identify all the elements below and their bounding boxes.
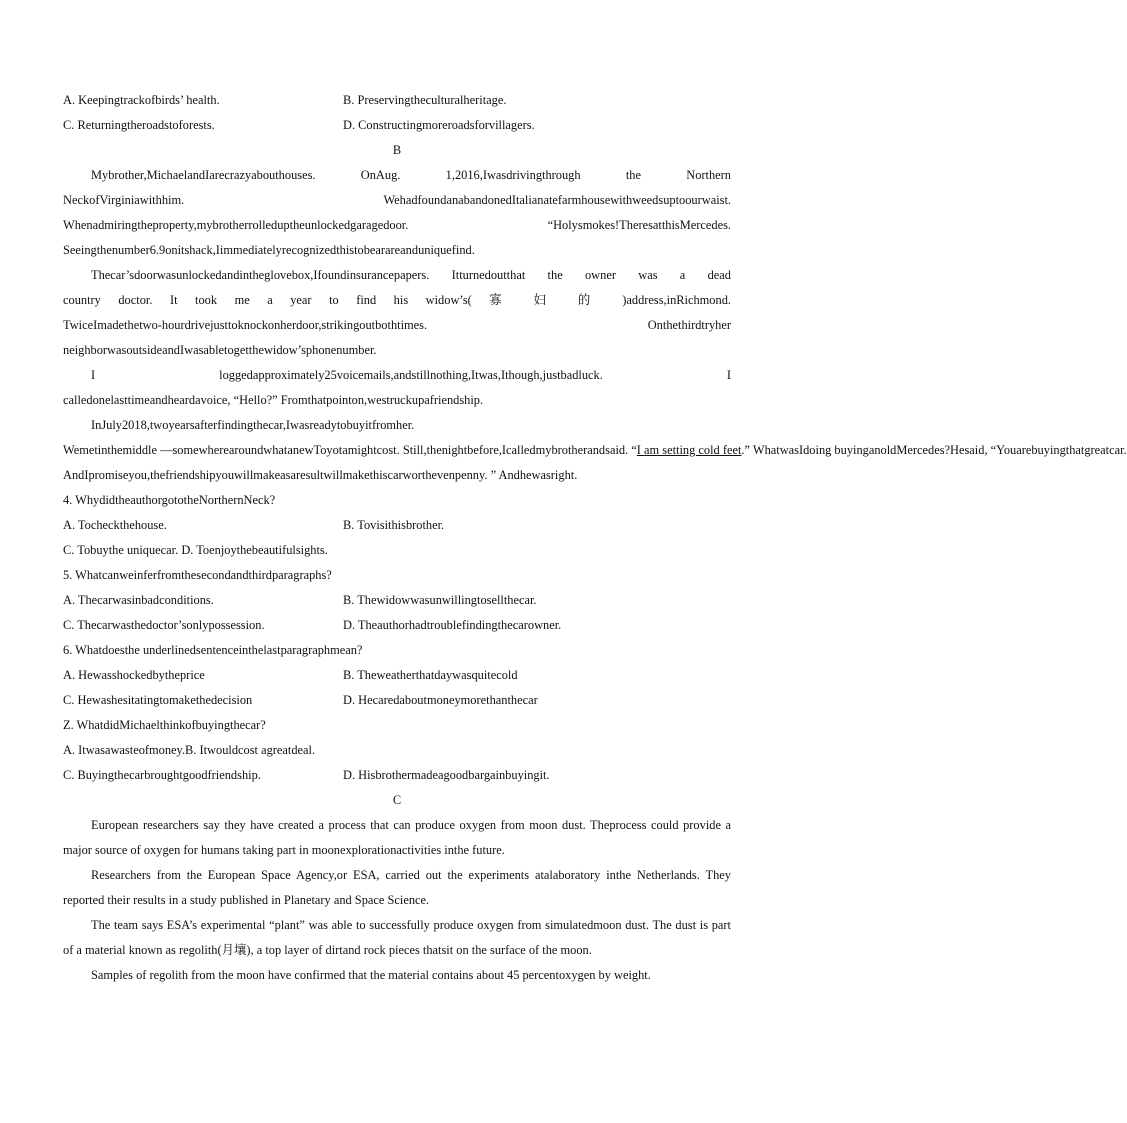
passage-b-text: Wemetinthemiddle —somewherearoundwhatanewToyotamightcost. Still,thenightbefore,Icalledmybrotherandsaid. “ [63,443,637,457]
passage-b-line: country doctor. It took me a year to find his widow’s( 寡 妇 的 )address,inRichmond. [63,293,731,307]
option-a: A. Tocheckthehouse. [63,518,167,532]
question-4-options: C. Tobuythe uniquecar. D. Toenjoythebeautifulsights. [63,543,328,557]
prev-options-row-1 [63,88,731,113]
option-c: C. Buyingthecarbroughtgoodfriendship. [63,768,261,782]
question-6: 6. Whatdoesthe underlinedsentenceinthelastparagraphmean? [63,643,363,657]
passage-b-line: NeckofVirginiawithhim. WehadfoundanabandonedItalianatefarmhousewithweedsuptoourwaist. [63,193,731,207]
passage-b-line: Seeingthenumber6.9onitshack,Iimmediatelyrecognizedthistobearareanduniquefind. [63,243,475,257]
option-a: A. Hewasshockedbytheprice [63,668,205,682]
question-6-options [63,663,731,688]
question-6-options [63,688,731,713]
question-7: Z. WhatdidMichaelthinkofbuyingthecar? [63,718,266,732]
passage-b-text: .” WhatwasIdoing buyinganoldMercedes?Hesaid, “Youarebuyingthatgreatcar. [741,443,1127,457]
option-a: A. Keepingtrackofbirds’ health. [63,93,220,107]
passage-c-paragraph: The team says ESA’s experimental “plant” was able to successfully produce oxygen from simulatedmoon dust. The dust is part of a material known as regolith(月壤), a top layer of dirtand rock pieces thatsit on the surface of the moon. [63,918,731,957]
option-c: C. Returningtheroadstoforests. [63,118,215,132]
passage-b-line: I loggedapproximately25voicemails,andstillnothing,Itwas,Ithough,justbadluck. I [91,368,731,382]
document-page [63,88,1127,988]
passage-c-paragraph: European researchers say they have created a process that can produce oxygen from moon dust. Theprocess could provide a major source of oxygen for humans taking part in moonexplorationactivities inthe future. [63,818,731,857]
option-c: C. Hewashesitatingtomakethedecision [63,693,253,707]
option-c: C. Thecarwasthedoctor’sonlypossession. [63,618,265,632]
question-7-options [63,763,731,788]
question-7-options: A. Itwasawasteofmoney.B. Itwouldcost agreatdeal. [63,743,316,757]
passage-b-line: AndIpromiseyou,thefriendshipyouwillmakeasaresultwillmakethiscarworthevenpenny. ” Andhewasright. [63,468,578,482]
option-d: D. Hecaredaboutmoneymorethanthecar [343,693,538,707]
passage-b-line: InJuly2018,twoyearsafterfindingthecar,Iwasreadytobuyitfromher. [91,418,415,432]
passage-b-line [63,438,1127,463]
passage-b-line: calledonelasttimeandheardavoice, “Hello?” Fromthatpointon,westruckupafriendship. [63,393,484,407]
passage-b-line: Whenadmiringtheproperty,mybrotherrolleduptheunlockedgaragedoor. “Holysmokes!TheresatthisMercedes. [63,218,731,232]
section-c-heading: C [392,793,402,807]
option-d: D. Constructingmoreroadsforvillagers. [343,118,535,132]
option-a: A. Thecarwasinbadconditions. [63,593,214,607]
option-d: D. Theauthorhadtroublefindingthecarowner. [343,618,562,632]
option-b: B. Preservingtheculturalheritage. [343,93,507,107]
option-d: D. Hisbrothermadeagoodbargainbuyingit. [343,768,550,782]
passage-c-paragraph: Researchers from the European Space Agency,or ESA, carried out the experiments atalaboratory inthe Netherlands. They reported their results in a study published in Planetary and Space Science. [63,868,731,907]
option-b: B. Tovisithisbrother. [343,518,445,532]
question-5-options [63,588,731,613]
option-b: B. Theweatherthatdaywasquitecold [343,668,518,682]
option-b: B. Thewidowwasunwillingtosellthecar. [343,593,537,607]
question-4: 4. WhydidtheauthorgototheNorthernNeck? [63,493,276,507]
passage-c-paragraph: Samples of regolith from the moon have confirmed that the material contains about 45 percentoxygen by weight. [91,968,651,982]
passage-b-line: TwiceImadethetwo-hourdrivejusttoknockonherdoor,strikingoutbothtimes. Onthethirdtryher [63,318,731,332]
passage-b-line: neighborwasoutsideandIwasabletogetthewidow’sphonenumber. [63,343,377,357]
section-b-heading: B [392,143,402,157]
passage-b-line: Mybrother,MichaelandIarecrazyabouthouses. OnAug. 1,2016,Iwasdrivingthrough the Northern [91,168,731,182]
question-4-options [63,513,731,538]
question-5: 5. Whatcanweinferfromthesecondandthirdparagraphs? [63,568,332,582]
question-5-options [63,613,731,638]
underlined-sentence: I am setting cold feet [636,443,742,457]
prev-options-row-2 [63,113,731,138]
passage-b-line: Thecar’sdoorwasunlockedandintheglovebox,Ifoundinsurancepapers. Itturnedoutthat the owner was a dead [91,268,731,282]
